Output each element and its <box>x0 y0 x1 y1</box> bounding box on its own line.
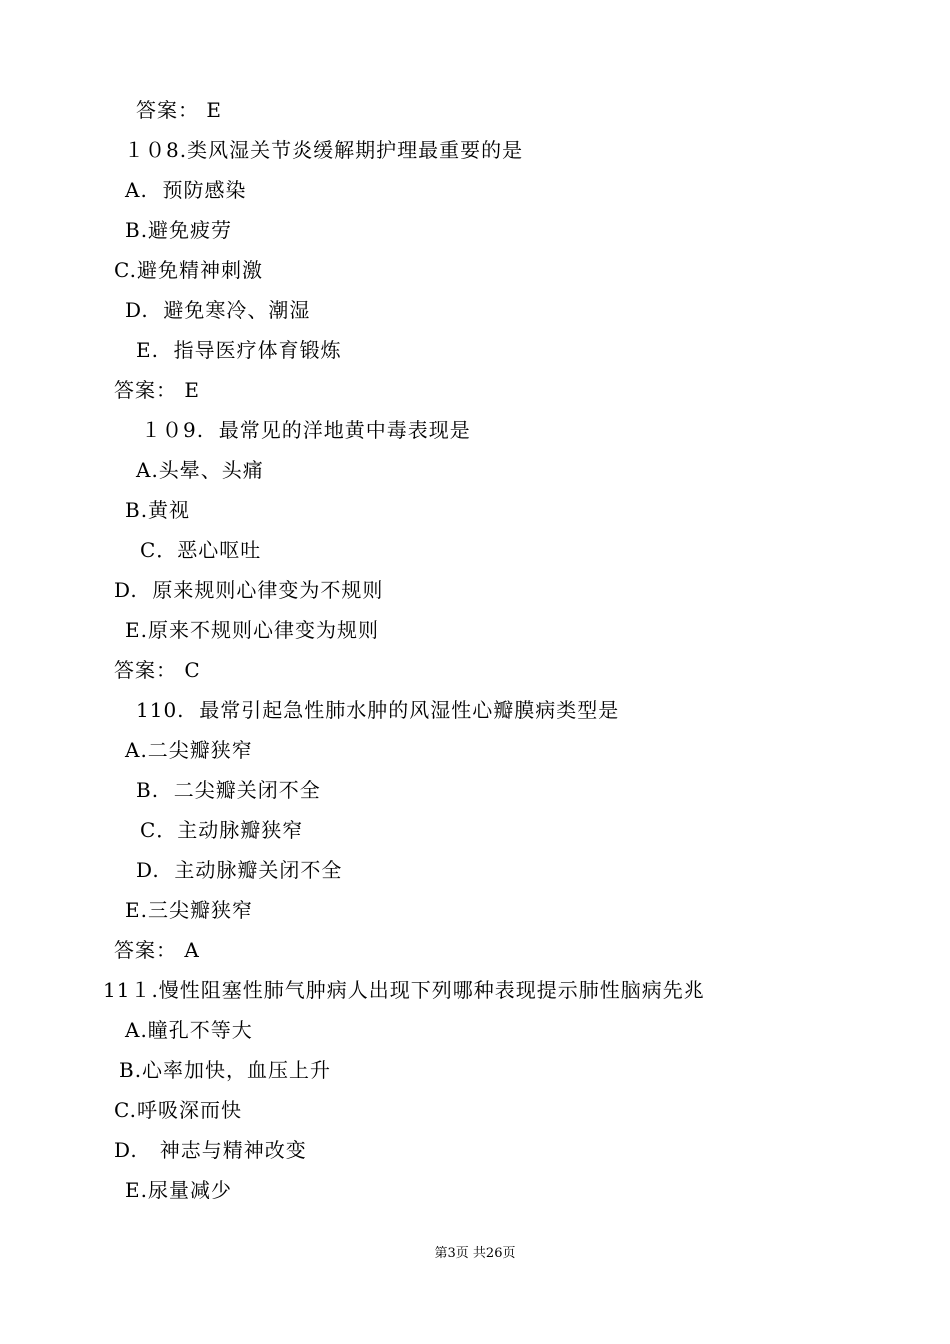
answer-line: 答案： E <box>114 378 200 402</box>
option-line: A.头晕、头痛 <box>136 458 264 482</box>
option-line: E. 指导医疗体育锻炼 <box>136 338 342 362</box>
option-line: C.避免精神刺激 <box>114 258 263 282</box>
question-110: 110. 最常引起急性肺水肿的风湿性心瓣膜病类型是 <box>136 698 620 722</box>
option-line: A. 预防感染 <box>125 178 247 202</box>
option-line: C．恶心呕吐 <box>140 538 262 562</box>
option-line: D. 原来规则心律变为不规则 <box>114 578 384 602</box>
option-line: A.二尖瓣狭窄 <box>125 738 253 762</box>
option-line: C.呼吸深而快 <box>114 1098 242 1122</box>
option-line: D. 神志与精神改变 <box>114 1138 307 1162</box>
answer-line: 答案： E <box>136 98 222 122</box>
option-line: D. 避免寒冷、潮湿 <box>125 298 311 322</box>
option-line: D. 主动脉瓣关闭不全 <box>136 858 343 882</box>
page-number: 第3页 共26页 <box>434 1246 516 1261</box>
answer-line: 答案： A <box>114 938 200 962</box>
option-line: E.三尖瓣狭窄 <box>125 898 253 922</box>
option-line: A.瞳孔不等大 <box>125 1018 253 1042</box>
option-line: E.尿量减少 <box>125 1178 232 1202</box>
option-line: B.避免疲劳 <box>125 218 233 242</box>
question-109: １０9. 最常见的洋地黄中毒表现是 <box>141 418 471 442</box>
option-line: E.原来不规则心律变为规则 <box>125 618 379 642</box>
question-108: １０8.类风湿关节炎缓解期护理最重要的是 <box>124 138 524 162</box>
answer-line: 答案： C <box>114 658 201 682</box>
option-line: B. 二尖瓣关闭不全 <box>136 778 321 802</box>
question-111: 11１.慢性阻塞性肺气肿病人出现下列哪种表现提示肺性脑病先兆 <box>103 978 705 1002</box>
option-line: B.心率加快，血压上升 <box>119 1058 332 1082</box>
option-line: C．主动脉瓣狭窄 <box>140 818 304 842</box>
option-line: B.黄视 <box>125 498 191 522</box>
